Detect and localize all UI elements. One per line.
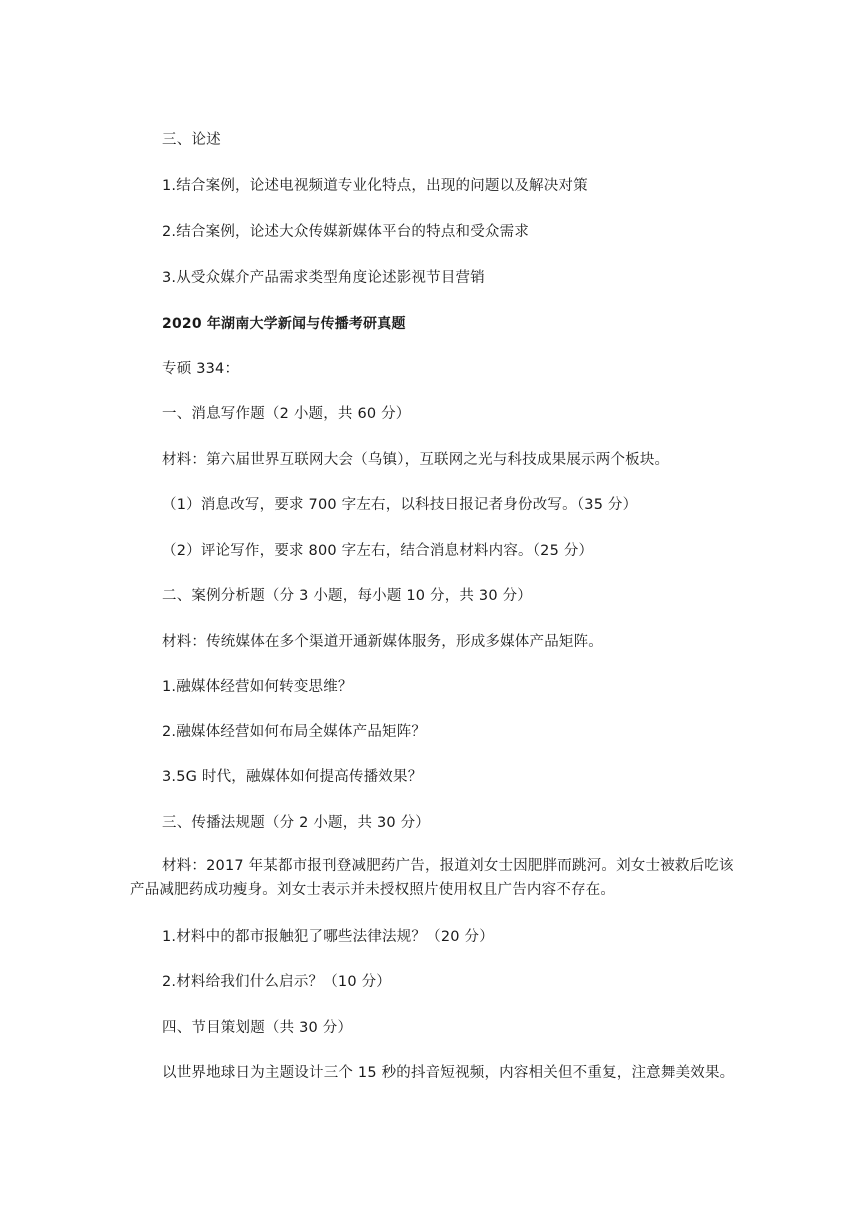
case-analysis-question-1: 1.融媒体经营如何转变思维？ (162, 679, 353, 695)
essay-question-1: 1.结合案例，论述电视频道专业化特点，出现的问题以及解决对策 (162, 178, 588, 194)
essay-question-3: 3.从受众媒介产品需求类型角度论述影视节目营销 (162, 270, 485, 286)
exam-title: 2020 年湖南大学新闻与传播考研真题 (162, 316, 406, 332)
news-writing-question-1: （1）消息改写，要求 700 字左右，以科技日报记者身份改写。（35 分） (162, 497, 638, 513)
media-law-question-2: 2.材料给我们什么启示？（10 分） (162, 974, 391, 990)
case-analysis-question-3: 3.5G 时代，融媒体如何提高传播效果？ (162, 769, 423, 785)
section-heading-media-law: 三、传播法规题（分 2 小题，共 30 分） (162, 815, 431, 831)
essay-question-2: 2.结合案例，论述大众传媒新媒体平台的特点和受众需求 (162, 224, 530, 240)
news-writing-question-2: （2）评论写作，要求 800 字左右，结合消息材料内容。（25 分） (162, 543, 594, 559)
news-writing-material: 材料：第六届世界互联网大会（乌镇），互联网之光与科技成果展示两个板块。 (162, 452, 670, 468)
section-heading-news-writing: 一、消息写作题（2 小题，共 60 分） (162, 406, 411, 422)
case-analysis-question-2: 2.融媒体经营如何布局全媒体产品矩阵？ (162, 724, 427, 740)
section-heading-essay: 三、论述 (162, 132, 221, 148)
section-heading-case-analysis: 二、案例分析题（分 3 小题，每小题 10 分，共 30 分） (162, 588, 532, 604)
program-planning-question: 以世界地球日为主题设计三个 15 秒的抖音短视频，内容相关但不重复，注意舞美效果。 (162, 1065, 735, 1081)
case-analysis-material: 材料：传统媒体在多个渠道开通新媒体服务，形成多媒体产品矩阵。 (162, 634, 603, 650)
media-law-question-1: 1.材料中的都市报触犯了哪些法律法规？（20 分） (162, 929, 494, 945)
section-heading-program-planning: 四、节目策划题（共 30 分） (162, 1020, 353, 1036)
media-law-material: 材料：2017 年某都市报刊登减肥药广告，报道刘女士因肥胖而跳河。刘女士被救后吃该产品减肥药成功瘦身。刘女士表示并未授权照片使用权且广告内容不存在。 (130, 858, 734, 898)
exam-subject: 专硕 334： (162, 361, 240, 377)
